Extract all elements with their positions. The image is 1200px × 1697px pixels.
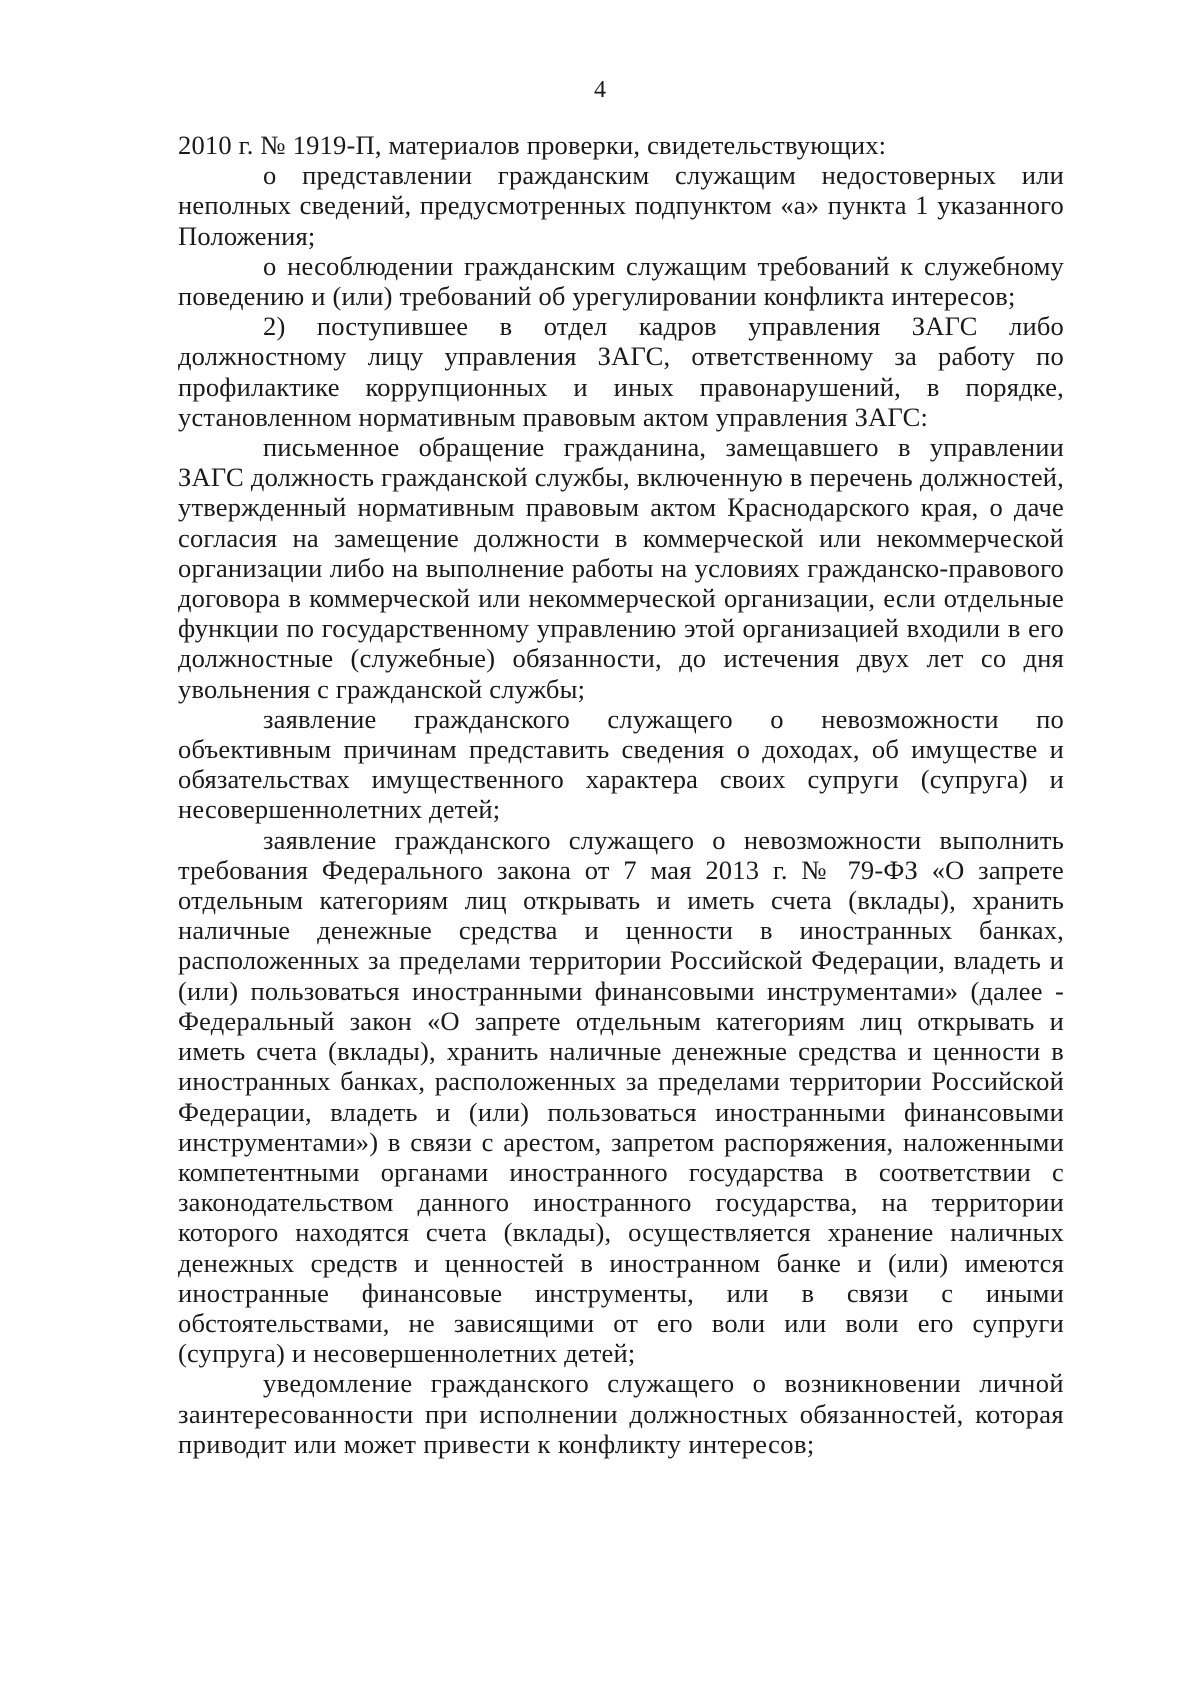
paragraph-written-appeal: письменное обращение гражданина, замещавшего в управлении ЗАГС должность гражданской службы, включенную в перечень должностей, утвержденный нормативным правовым актом Краснодарского края, о даче согласия на замещение должности в коммерческой или некоммерческой организации либо на выполнение работы на условиях гражданско-правового договора в коммерческой или некоммерческой организации, если отдельные функции по государственному управлению этой организацией входили в его должностные (служебные) обязанности, до истечения двух лет со дня увольнения с гражданской службы;	[178, 432, 1064, 704]
document-body	[178, 130, 1064, 1459]
paragraph-item-2: 2) поступившее в отдел кадров управления ЗАГС либо должностному лицу управления ЗАГС, ответственному за работу по профилактике коррупционных и иных правонарушений, в порядке, установленном нормативным правовым актом управления ЗАГС:	[178, 311, 1064, 432]
paragraph-continuation: 2010 г. № 1919-П, материалов проверки, свидетельствующих:	[178, 130, 887, 160]
paragraph-statement-federal-law: заявление гражданского служащего о невозможности выполнить требования Федерального закона от 7 мая 2013 г. № 79-ФЗ «О запрете отдельным категориям лиц открывать и иметь счета (вклады), хранить наличные денежные средства и ценности в иностранных банках, расположенных за пределами территории Российской Федерации, владеть и (или) пользоваться иностранными финансовыми инструментами» (далее - Федеральный закон «О запрете отдельным категориям лиц открывать и иметь счета (вклады), хранить наличные денежные средства и ценности в иностранных банках, расположенных за пределами территории Российской Федерации, владеть и (или) пользоваться иностранными финансовыми инструментами») в связи с арестом, запретом распоряжения, наложенными компетентными органами иностранного государства в соответствии с законодательством данного иностранного государства, на территории которого находятся счета (вклады), осуществляется хранение наличных денежных средств и ценностей в иностранном банке и (или) имеются иностранные финансовые инструменты, или в связи с иными обстоятельствами, не зависящими от его воли или воли его супруги (супруга) и несовершеннолетних детей;	[178, 824, 1064, 1369]
page-number: 4	[594, 77, 606, 103]
paragraph-noncompliance: о несоблюдении гражданским служащим требований к служебному поведению и (или) требований об урегулировании конфликта интересов;	[178, 250, 1064, 312]
paragraph-statement-income: заявление гражданского служащего о невозможности по объективным причинам представить сведения о доходах, об имуществе и обязательствах имущественного характера своих супруги (супруга) и несовершеннолетних детей;	[178, 703, 1064, 825]
paragraph-unreliable-info: о представлении гражданским служащим недостоверных или неполных сведений, предусмотренных подпунктом «а» пункта 1 указанного Положения;	[178, 160, 1064, 251]
paragraph-notification-conflict: уведомление гражданского служащего о возникновении личной заинтересованности при исполнении должностных обязанностей, которая приводит или может привести к конфликту интересов;	[178, 1368, 1064, 1459]
